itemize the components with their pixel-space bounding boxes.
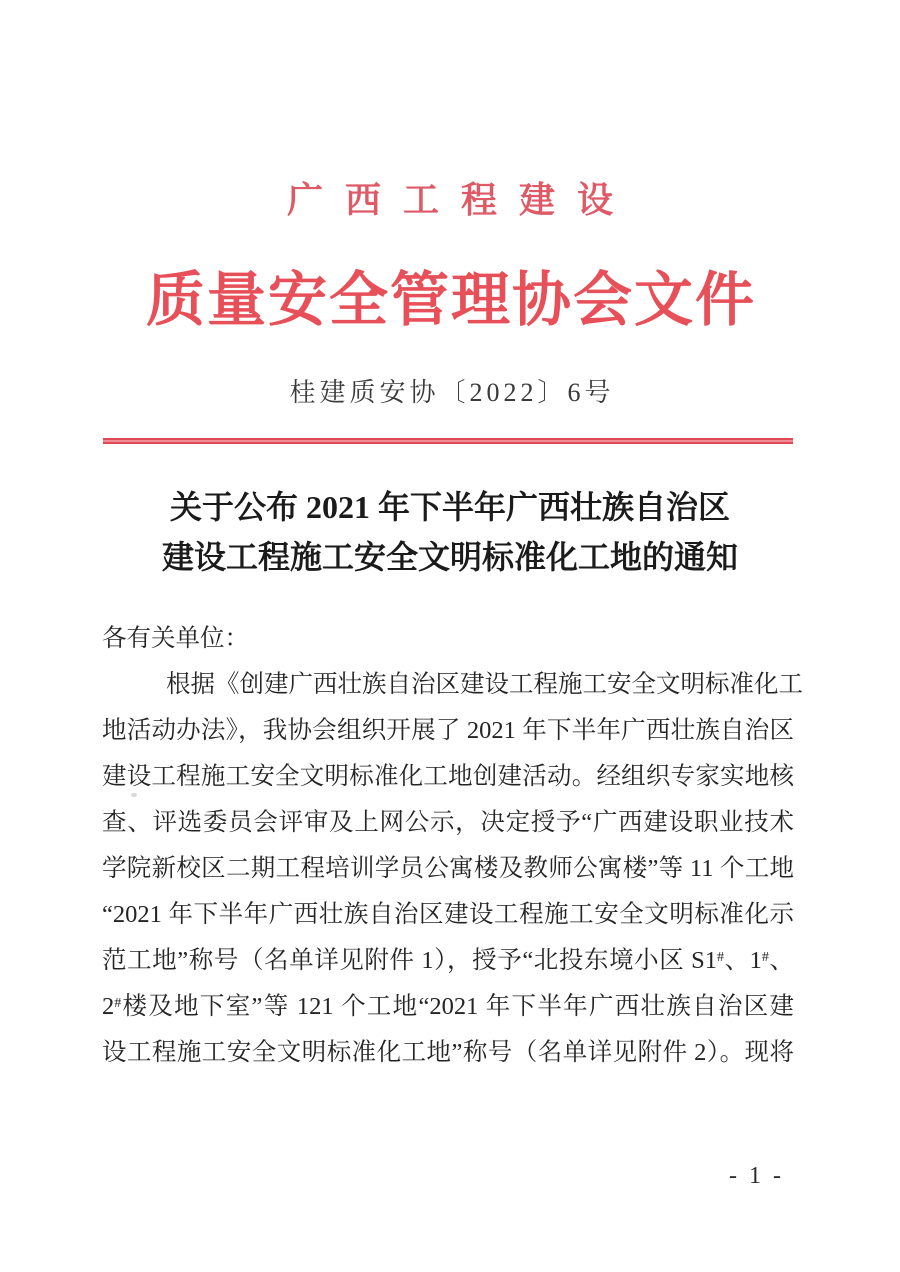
body-line: 地活动办法》，我协会组织开展了 2021 年下半年广西壮族自治区 [102,717,794,744]
body-line-text: 、 [768,947,795,974]
body-line-text: 、1 [723,947,762,974]
body-line: 学院新校区二期工程培训学员公寓楼及教师公寓楼”等 11 个工地 [102,855,794,882]
salutation: 各有关单位： [102,625,249,652]
superscript-hash: # [716,950,724,965]
body-line: “2021 年下半年广西壮族自治区建设工程施工安全文明标准化示 [102,901,794,928]
body-line: 设工程施工安全文明标准化工地”称号（名单详见附件 2）。现将 [102,1039,794,1066]
body-line-text: 楼及地下室”等 121 个工地“2021 年下半年广西壮族自治区建 [121,993,794,1020]
body-line [102,938,794,984]
superscript-hash: # [114,996,122,1011]
title-line-1: 关于公布 2021 年下半年广西壮族自治区 [169,489,730,525]
title-line-2: 建设工程施工安全文明标准化工地的通知 [161,539,738,575]
body-line [102,984,794,1030]
body-line-text: 范工地”称号（名单详见附件 1），授予“北投东境小区 S1 [102,947,717,974]
body-line-text: 2 [102,993,115,1020]
document-title [0,482,900,582]
red-divider-line [103,438,793,444]
body-line: 建设工程施工安全文明标准化工地创建活动。经组织专家实地核 [102,763,794,790]
document-body [102,616,803,1076]
org-name-line2: 质量安全管理协会文件 [145,267,756,333]
scan-speck [131,793,137,797]
page-number: - 1 - [729,1163,784,1189]
org-name-line1: 广西工程建设 [286,180,635,220]
body-line: 查、评选委员会评审及上网公示，决定授予“广西建设职业技术 [102,809,794,836]
body-line: 根据《创建广西壮族自治区建设工程施工安全文明标准化工 [166,671,803,698]
document-number: 桂建质安协〔2022〕6号 [289,378,615,407]
superscript-hash: # [761,950,769,965]
